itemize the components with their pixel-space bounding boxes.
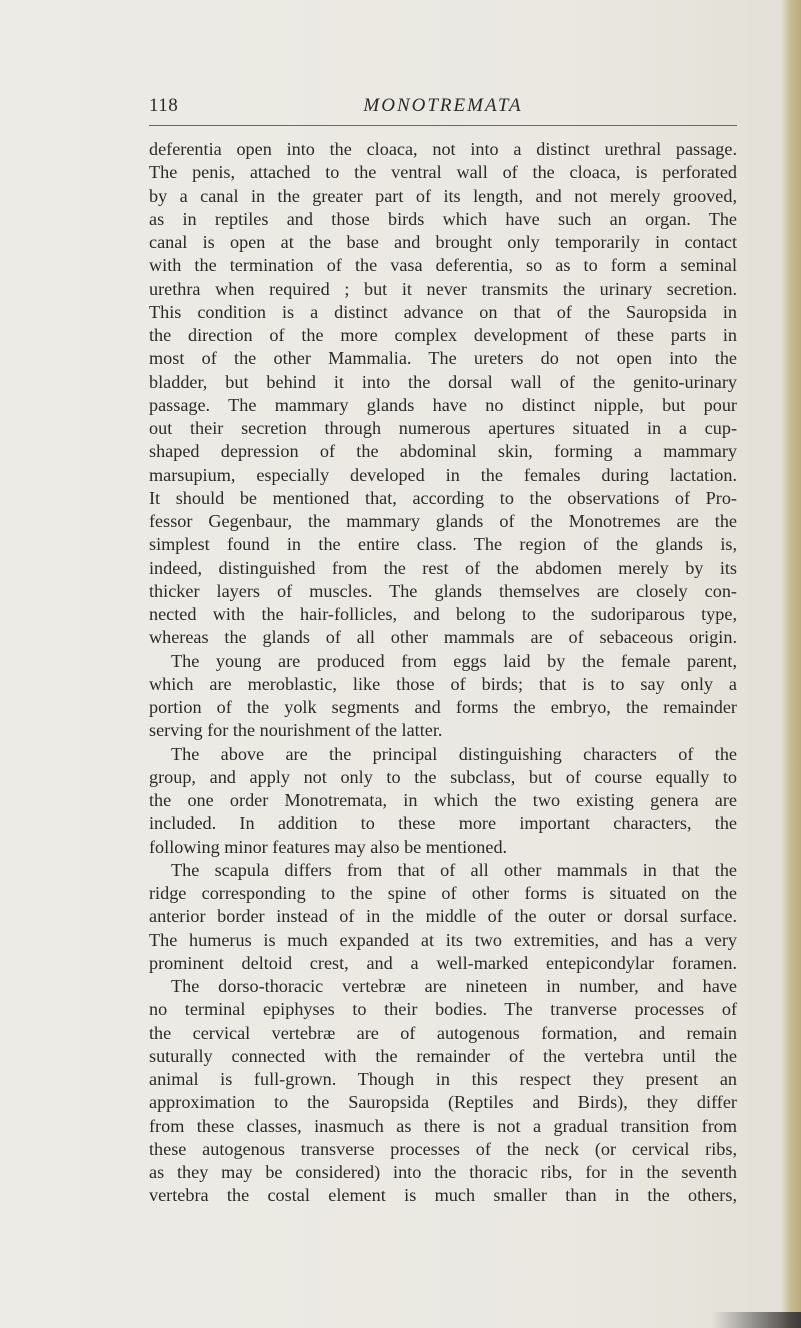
text-line: fessor Gegenbaur, the mammary glands of the Monotremes are the	[149, 511, 737, 531]
text-line: by a canal in the greater part of its length, and not merely grooved,	[149, 185, 737, 206]
text-line: as they may be considered) into the thoracic ribs, for in the seventh	[149, 1162, 737, 1182]
text-line: from these classes, inasmuch as there is not a gradual transition from	[149, 1115, 737, 1136]
text-line: serving for the nourishment of the latter.	[149, 720, 443, 741]
page-header	[149, 95, 737, 126]
text-line: The above are the principal distinguishing characters of the	[171, 743, 737, 764]
text-line: group, and apply not only to the subclass, but of course equally to	[149, 766, 737, 787]
text-line: suturally connected with the remainder of the vertebra until the	[149, 1045, 737, 1066]
text-line: The humerus is much expanded at its two extremities, and has a very	[149, 929, 737, 950]
text-line: The penis, attached to the ventral wall of the cloaca, is perforated	[149, 162, 737, 183]
text-line: The dorso-thoracic vertebræ are nineteen in number, and have	[171, 976, 737, 996]
text-line: the cervical vertebræ are of autogenous formation, and remain	[149, 1022, 737, 1043]
text-line: no terminal epiphyses to their bodies. The tranverse processes of	[149, 999, 737, 1020]
text-line: indeed, distinguished from the rest of the abdomen merely by its	[149, 557, 737, 578]
text-line: portion of the yolk segments and forms the embryo, the remainder	[149, 697, 737, 717]
page-edge-shadow	[781, 0, 801, 1328]
text-line: as in reptiles and those birds which have such an organ. The	[149, 208, 737, 229]
text-line: deferentia open into the cloaca, not into a distinct urethral passage.	[149, 139, 737, 159]
body-text	[149, 138, 737, 1208]
text-line: canal is open at the base and brought only temporarily in contact	[149, 232, 737, 252]
text-line: This condition is a distinct advance on that of the Sauropsida in	[149, 301, 737, 322]
text-line: the one order Monotremata, in which the two existing genera are	[149, 790, 737, 810]
text-line: most of the other Mammalia. The ureters do not open into the	[149, 348, 737, 369]
text-line: The young are produced from eggs laid by the female parent,	[171, 650, 737, 671]
text-line: nected with the hair-follicles, and belong to the sudoriparous type,	[149, 604, 737, 624]
text-line: simplest found in the entire class. The region of the glands is,	[149, 534, 737, 555]
text-line: urethra when required ; but it never transmits the urinary secretion.	[149, 278, 737, 299]
text-line: with the termination of the vasa deferentia, so as to form a seminal	[149, 255, 737, 276]
running-head: MONOTREMATA	[363, 95, 523, 116]
text-line: bladder, but behind it into the dorsal wall of the genito-urinary	[149, 371, 737, 392]
text-line: the direction of the more complex development of these parts in	[149, 325, 737, 345]
text-line: which are meroblastic, like those of birds; that is to say only a	[149, 673, 737, 694]
text-line: thicker layers of muscles. The glands themselves are closely con-	[149, 580, 737, 601]
page-number: 118	[149, 95, 179, 116]
text-line: shaped depression of the abdominal skin, forming a mammary	[149, 441, 737, 462]
text-line: The scapula differs from that of all other mammals in that the	[171, 859, 737, 880]
text-line: animal is full-grown. Though in this respect they present an	[149, 1069, 737, 1089]
text-line: It should be mentioned that, according to the observations of Pro-	[149, 487, 737, 508]
text-line: included. In addition to these more important characters, the	[149, 813, 737, 834]
text-line: vertebra the costal element is much smaller than in the others,	[149, 1185, 737, 1206]
text-line: these autogenous transverse processes of the neck (or cervical ribs,	[149, 1138, 737, 1159]
text-line: anterior border instead of in the middle of the outer or dorsal surface.	[149, 906, 737, 927]
text-line: marsupium, especially developed in the females during lactation.	[149, 464, 737, 485]
page-corner-shadow	[711, 1312, 801, 1328]
text-line: ridge corresponding to the spine of other forms is situated on the	[149, 883, 737, 903]
text-line: approximation to the Sauropsida (Reptiles and Birds), they differ	[149, 1092, 737, 1113]
text-line: following minor features may also be mentioned.	[149, 836, 508, 857]
text-line: passage. The mammary glands have no distinct nipple, but pour	[149, 394, 737, 415]
text-line: prominent deltoid crest, and a well-marked entepicondylar foramen.	[149, 952, 737, 973]
text-line: out their secretion through numerous apertures situated in a cup-	[149, 418, 737, 438]
text-line: whereas the glands of all other mammals are of sebaceous origin.	[149, 627, 737, 648]
